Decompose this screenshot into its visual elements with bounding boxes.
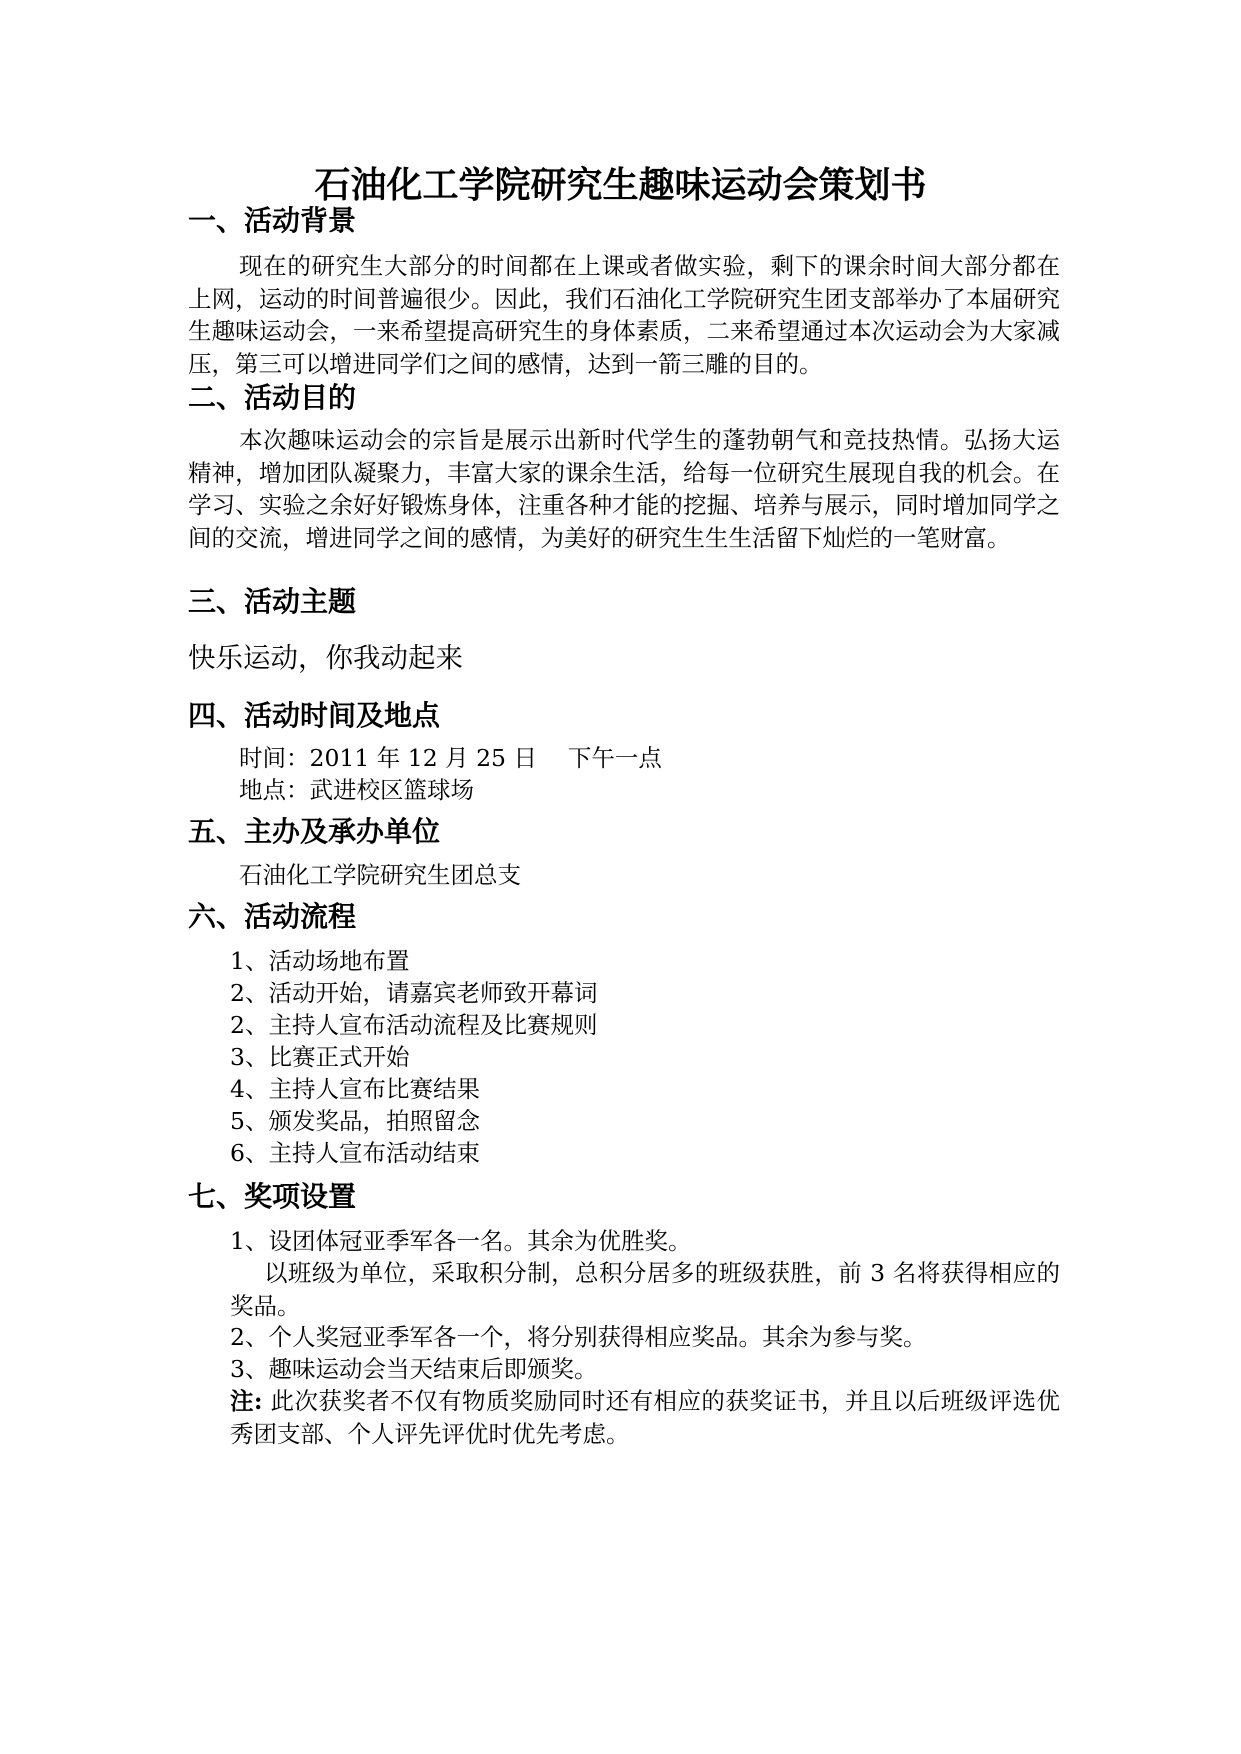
purpose-paragraph: 本次趣味运动会的宗旨是展示出新时代学生的蓬勃朝气和竞技热情。弘扬大运精神，增加团队凝聚力，丰富大家的课余生活，给每一位研究生展现自我的机会。在学习、实验之余好好锻炼身体，注重各种才能的挖掘、培养与展示，同时增加同学之间的交流，增进同学之间的感情，为美好的研究生生生活留下灿烂的一笔财富。 — [188, 426, 1060, 552]
section-heading-time-place: 四、活动时间及地点 — [188, 699, 441, 732]
note-label: 注: — [230, 1387, 263, 1415]
process-item: 2、活动开始，请嘉宾老师致开幕词 — [230, 979, 598, 1007]
note-text: 此次获奖者不仅有物质奖励同时还有相应的获奖证书，并且以后班级评选优秀团支部、个人评先评优时优先考虑。 — [230, 1387, 1060, 1448]
process-item: 4、主持人宣布比赛结果 — [230, 1075, 480, 1103]
process-item: 5、颁发奖品，拍照留念 — [230, 1107, 480, 1135]
background-paragraph: 现在的研究生大部分的时间都在上课或者做实验，剩下的课余时间大部分都在上网，运动的时间普遍很少。因此，我们石油化工学院研究生团支部举办了本届研究生趣味运动会，一来希望提高研究生的身体素质，二来希望通过本次运动会为大家减压，第三可以增进同学们之间的感情，达到一箭三雕的目的。 — [188, 252, 1060, 378]
process-item: 1、活动场地布置 — [230, 947, 410, 975]
process-item: 6、主持人宣布活动结束 — [230, 1139, 480, 1167]
award-item-detail: 以班级为单位，采取积分制，总积分居多的班级获胜，前 3 名将获得相应的奖品。 — [230, 1259, 1060, 1320]
section-heading-process: 六、活动流程 — [188, 900, 357, 933]
award-item: 1、设团体冠亚季军各一名。其余为优胜奖。 — [230, 1227, 692, 1255]
award-item: 2、个人奖冠亚季军各一个，将分别获得相应奖品。其余为参与奖。 — [230, 1323, 927, 1351]
document-title: 石油化工学院研究生趣味运动会策划书 — [314, 164, 927, 206]
theme-text: 快乐运动，你我动起来 — [188, 642, 463, 674]
section-heading-background: 一、活动背景 — [188, 204, 357, 237]
section-heading-awards: 七、奖项设置 — [188, 1180, 357, 1213]
event-time: 时间：2011 年 12 月 25 日 下午一点 — [239, 744, 662, 772]
section-heading-purpose: 二、活动目的 — [188, 381, 357, 414]
process-item: 2、主持人宣布活动流程及比赛规则 — [230, 1011, 598, 1039]
organizer-text: 石油化工学院研究生团总支 — [239, 861, 521, 889]
process-item: 3、比赛正式开始 — [230, 1043, 410, 1071]
award-item: 3、趣味运动会当天结束后即颁奖。 — [230, 1355, 598, 1383]
event-place: 地点：武进校区篮球场 — [239, 776, 474, 804]
award-note — [230, 1385, 1060, 1450]
section-heading-organizer: 五、主办及承办单位 — [188, 815, 441, 848]
section-heading-theme: 三、活动主题 — [188, 585, 357, 618]
